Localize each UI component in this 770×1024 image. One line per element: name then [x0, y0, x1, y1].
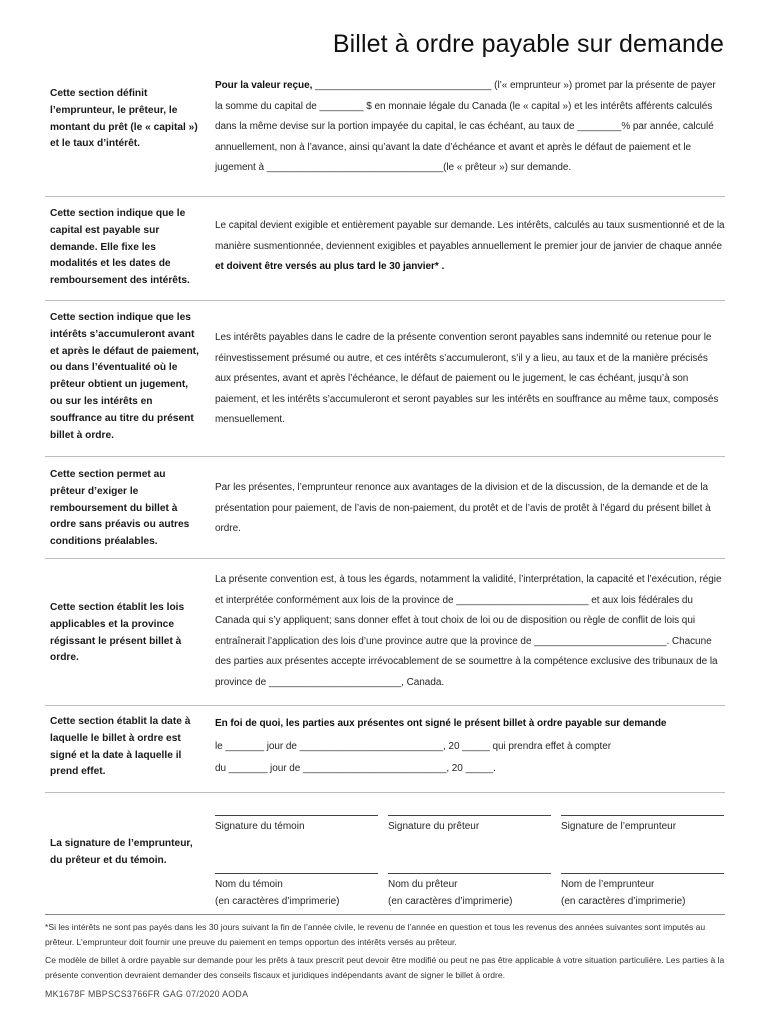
divider	[45, 558, 725, 559]
borrower-name-label: Nom de l’emprunteur	[561, 879, 655, 890]
section-body: Par les présentes, l’emprunteur renonce aux avantages de la division et de la discussion, de la demande et de la présentation pour paiement, de l’avis de non-paiement, du protêt et de l’avis de protêt à l’égard du présent billet à ordre.	[215, 482, 711, 535]
witness-signature-line[interactable]	[215, 815, 378, 816]
section-body	[215, 76, 725, 179]
section-text: Le capital devient exigible et entièrement payable sur demande. Les intérêts, calculés au taux susmentionné et de la manière susmentionnée, deviennent exigibles et payables annuellement le premier jour de janvier de chaque année	[215, 220, 725, 252]
section-lead: Pour la valeur reçue,	[215, 80, 313, 91]
section-body: La présente convention est, à tous les égards, notamment la validité, l’interprétation, la capacité et l’exécution, régie et interprétée conformément aux lois de la province de ________________________ et aux lois fédérales du Canada qui s’y appliquent; sans donner effet à tout choix de loi ou de disposition ou règle de conflit de lois qui entraînerait l’application des lois d’une province autre que la province de ________________________. Chacune des parties aux présentes accepte irrévocablement de se soumettre à la compétence exclusive des tribunaux de la province de ________________________, Canada.	[215, 574, 722, 688]
section-governing-law	[45, 566, 725, 704]
lender-name-label: Nom du prêteur	[388, 879, 458, 890]
witness-name-line[interactable]	[215, 873, 378, 874]
section-waiver	[45, 464, 725, 556]
borrower-print-note: (en caractères d’imprimerie)	[561, 896, 686, 907]
section-body: Les intérêts payables dans le cadre de la présente convention seront payables sans indemnité ou retenue pour le réinvestissement présumé ou autre, et ces intérêts s’accumuleront, s’il y a lieu, au taux et de la manière précisés aux présentes, avant et après l’échéance, le défaut de paiement ou le jugement, le cas échéant, jusqu’à son paiement, et les intérêts s’accumuleront et seront payables sur les intérêts en souffrance au même taux, composés mensuellement.	[215, 332, 719, 426]
witness-print-note: (en caractères d’imprimerie)	[215, 896, 340, 907]
footnote-interest: *Si les intérêts ne sont pas payés dans les 30 jours suivant la fin de l’année civile, le revenu de l’année en question et tous les revenus des années suivantes sont imputés au prêteur. L’emprunteur doit fournir une preuve du paiement en temps opportun des intérêts versés au prêteur.	[45, 922, 706, 947]
section-text: ________________________________ (l’« emprunteur ») promet par la présente de payer la somme du capital de ________ $ en monnaie légale du Canada (le « capital ») et les intérêts afférents calculés dans la même devise sur la portion impayée du capital, le cas échéant, au taux de ________% par année, calculé annuellement, non à l’avance, ainsi qu’avant la date d’échéance et avant et après le défaut de paiement et le jugement à ________________________________(le « prêteur ») sur demande.	[215, 80, 716, 174]
lender-signature-label: Signature du prêteur	[388, 821, 480, 832]
borrower-signature-line[interactable]	[561, 815, 724, 816]
date-line-2[interactable]: du _______ jour de __________________________, 20 _____.	[215, 763, 496, 774]
date-line-1[interactable]: le _______ jour de __________________________, 20 _____ qui prendra effet à compter	[215, 741, 612, 752]
section-label: Cette section indique que le capital est payable sur demande. Elle fixe les modalités et les dates de remboursement des intérêts.	[50, 208, 190, 287]
section-interest-accrual	[45, 308, 725, 456]
divider	[45, 914, 725, 915]
footnote-disclaimer: Ce modèle de billet à ordre payable sur demande pour les prêts à taux prescrit peut devoir être modifié ou peut ne pas être applicable à votre situation particulière. Les parties à la présente convention devraient demander des conseils fiscaux et juridiques indépendants avant de signer le billet à ordre.	[45, 955, 725, 980]
borrower-name-line[interactable]	[561, 873, 724, 874]
divider	[45, 196, 725, 197]
witness-name-label: Nom du témoin	[215, 879, 283, 890]
lender-print-note: (en caractères d’imprimerie)	[388, 896, 513, 907]
witness-signature-label: Signature du témoin	[215, 821, 305, 832]
section-label: Cette section établit la date à laquelle le billet à ordre est signé et la date à laquelle il prend effet.	[50, 716, 191, 778]
lender-name-line[interactable]	[388, 873, 551, 874]
divider	[45, 705, 725, 706]
section-label: Cette section indique que les intérêts s’accumuleront avant et après le défaut de paiement, ou dans l’éventualité où le prêteur obtient un jugement, ou sur les intérêts en souffrance au titre du présent billet à ordre.	[50, 312, 199, 441]
page-title: Billet à ordre payable sur demande	[332, 30, 724, 58]
borrower-signature-label: Signature de l’emprunteur	[561, 821, 677, 832]
section-definitions	[45, 78, 725, 200]
section-label: Cette section établit les lois applicables et la province régissant le présent billet à ordre.	[50, 602, 185, 664]
section-heading: En foi de quoi, les parties aux présentes ont signé le présent billet à ordre payable sur demande	[215, 718, 667, 729]
section-signing-date	[45, 712, 725, 802]
section-body	[215, 216, 725, 278]
signature-section-label: La signature de l’emprunteur, du prêteur et du témoin.	[50, 838, 193, 866]
lender-signature-line[interactable]	[388, 815, 551, 816]
divider	[45, 792, 725, 793]
section-payable-on-demand	[45, 204, 725, 300]
divider	[45, 300, 725, 301]
section-label: Cette section permet au prêteur d’exiger le remboursement du billet à ordre sans préavis ou autres conditions préalables.	[50, 469, 190, 548]
divider	[45, 456, 725, 457]
section-bold-tail: et doivent être versés au plus tard le 30 janvier* .	[215, 261, 445, 273]
form-code: MK1678F MBPSCS3766FR GAG 07/2020 AODA	[45, 989, 249, 999]
section-label: Cette section définit l’emprunteur, le prêteur, le montant du prêt (le « capital ») et le taux d’intérêt.	[50, 88, 198, 150]
